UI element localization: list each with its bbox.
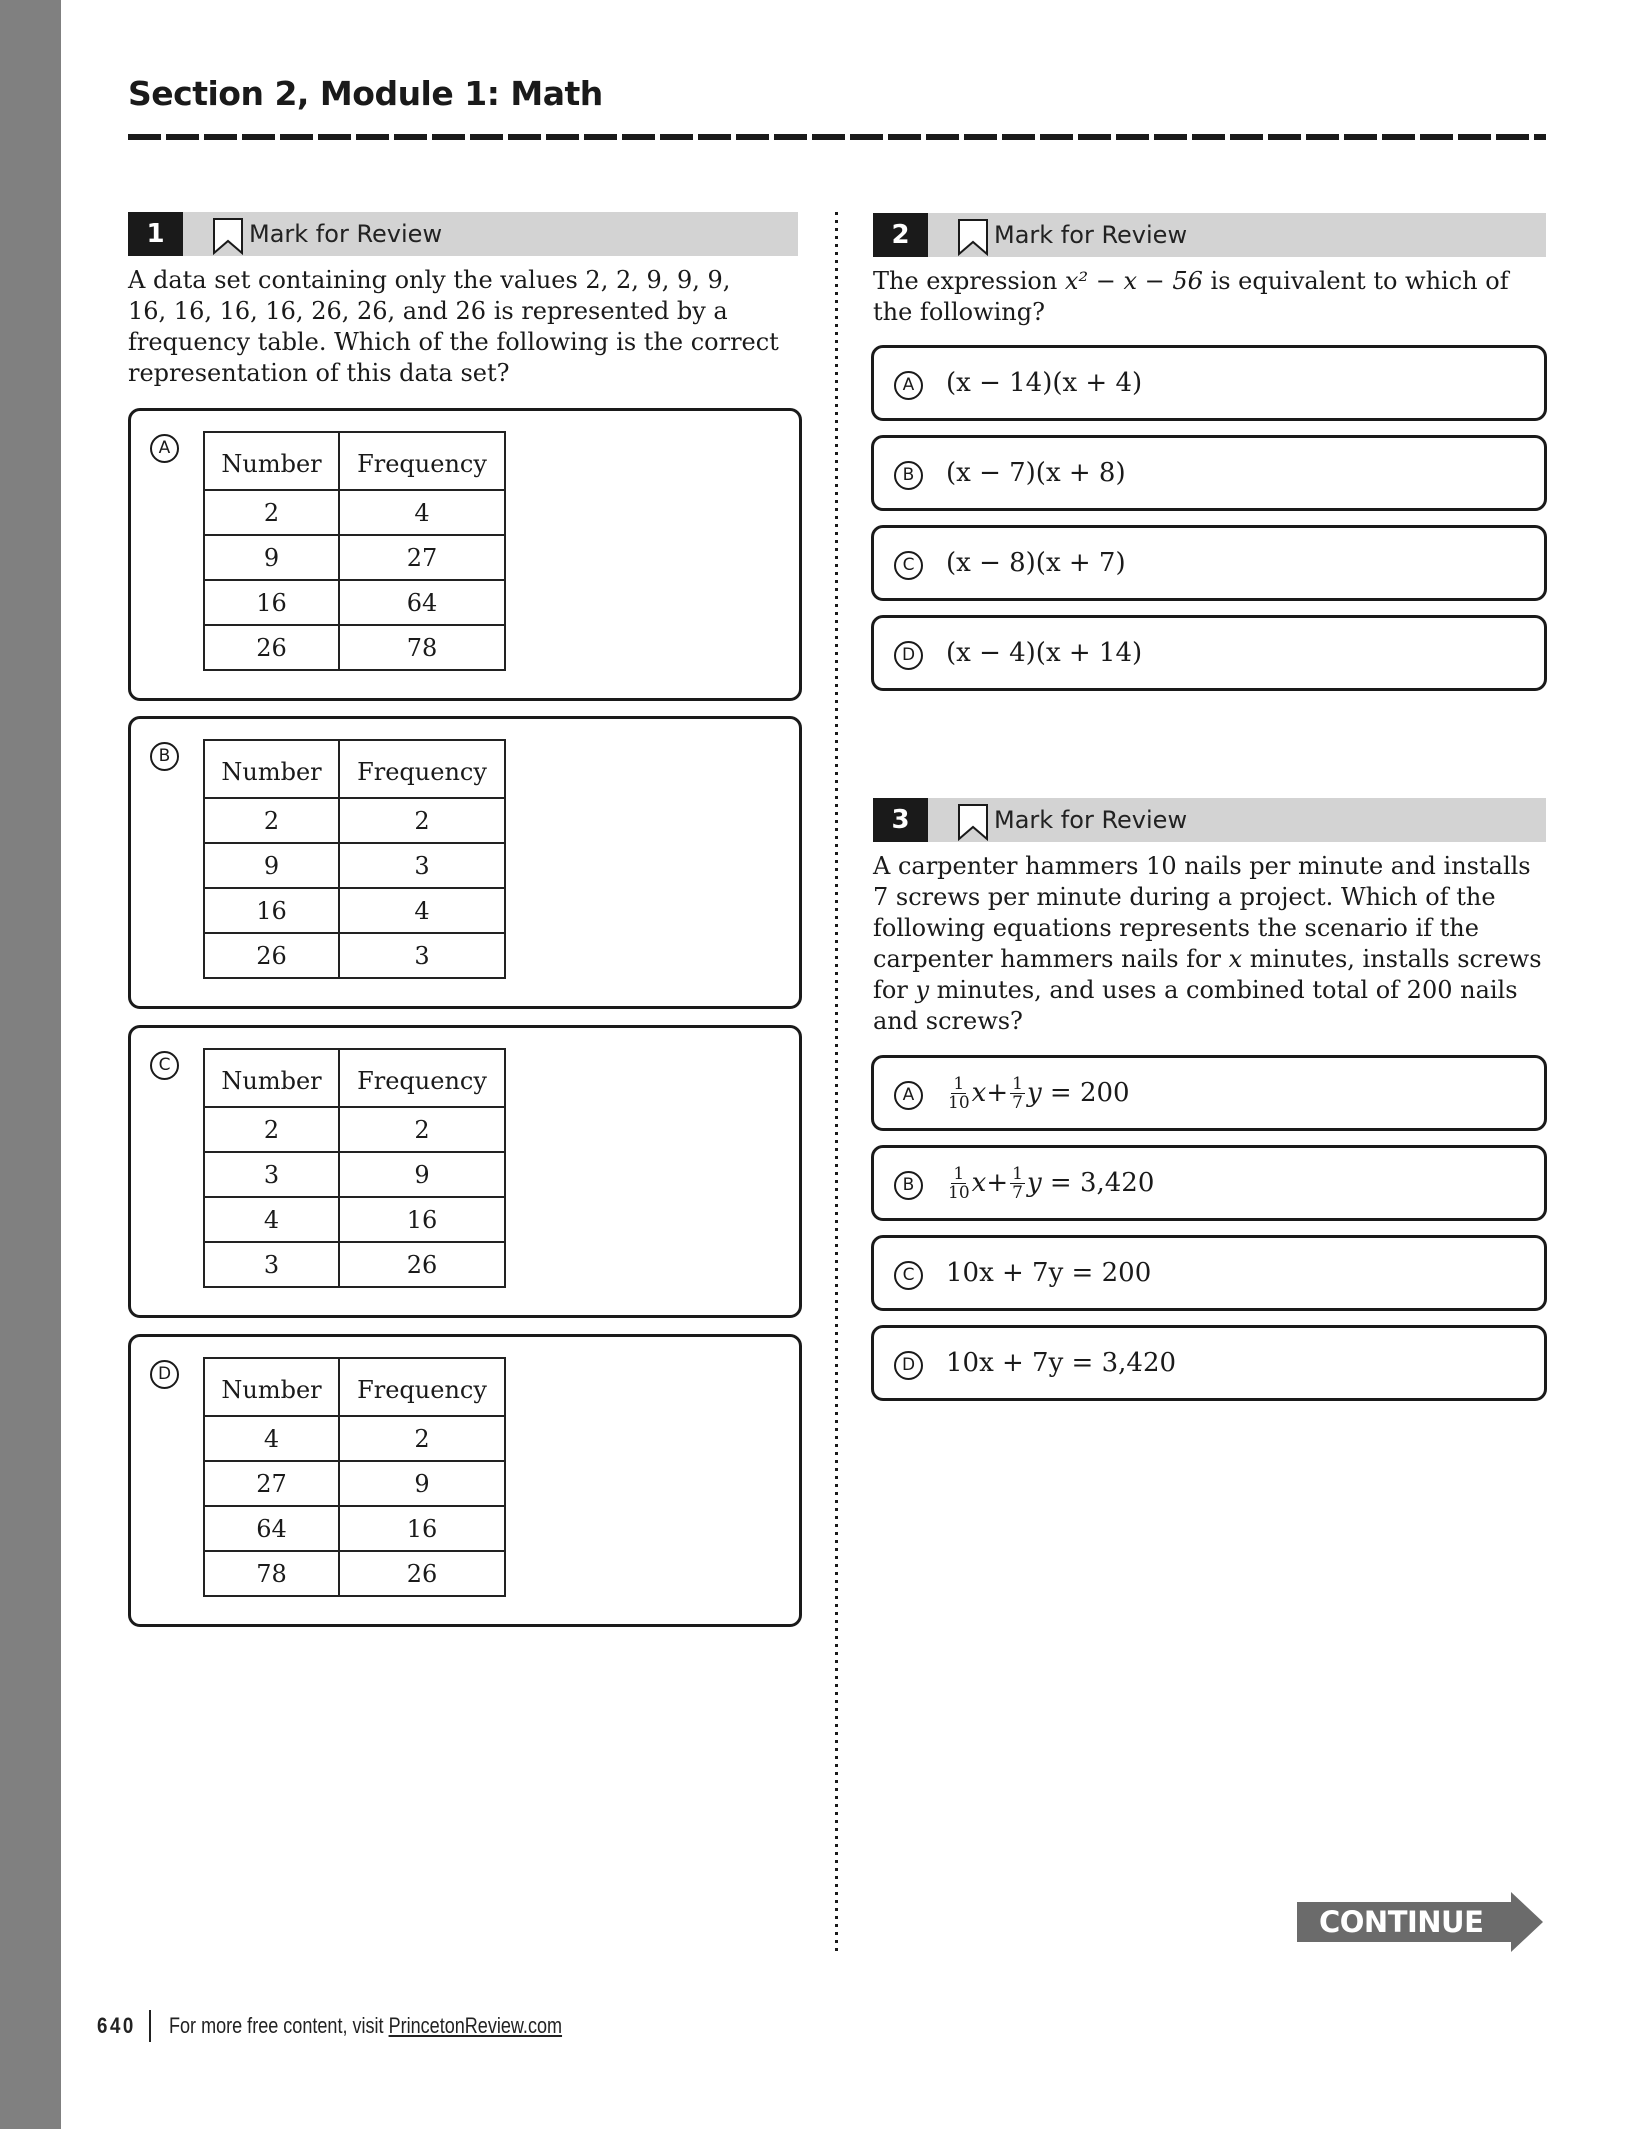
frequency-table (203, 431, 506, 671)
title-dashed-rule (128, 134, 1546, 140)
choice-letter-d: D (150, 1360, 179, 1389)
question-2-header (873, 213, 1546, 257)
table-header-frequency: Frequency (339, 1358, 505, 1416)
section-title: Section 2, Module 1: Math (128, 74, 603, 113)
answer-choice-b[interactable] (871, 1145, 1547, 1221)
answer-choice-d[interactable] (871, 615, 1547, 691)
table-row: 78 26 (204, 1551, 505, 1596)
page-footer (97, 2010, 648, 2042)
choice-letter-a: A (894, 1081, 923, 1110)
choice-expression: 10x + 7y = 3,420 (946, 1348, 1177, 1378)
footer-separator (149, 2010, 151, 2042)
choice-letter-c: C (150, 1051, 179, 1080)
mark-for-review-label[interactable]: Mark for Review (994, 221, 1188, 249)
question-1-header (128, 212, 798, 256)
table-row: 2 4 (204, 490, 505, 535)
prompt-expression: x² − x − 56 (1064, 267, 1203, 295)
table-header-number: Number (204, 1049, 339, 1107)
bookmark-icon[interactable] (957, 218, 989, 256)
question-number: 3 (873, 798, 928, 842)
choice-letter-a: A (894, 371, 923, 400)
prompt-line: A carpenter hammers 10 nails per minute and installs (873, 852, 1531, 880)
table-row: 2 2 (204, 1107, 505, 1152)
question-2-prompt: The expression x² − x − 56 is equivalent to which of the following? (873, 267, 1509, 326)
frequency-table (203, 1048, 506, 1288)
footer-text: For more free content, visit PrincetonReview.com (168, 2013, 562, 2038)
choice-letter-c: C (894, 1261, 923, 1290)
choice-letter-b: B (150, 742, 179, 771)
fraction: $\frac{1}{7}$ (1012, 1073, 1023, 1113)
table-row: 2 2 (204, 798, 505, 843)
continue-label: CONTINUE (1319, 1905, 1484, 1939)
table-row: 4 16 (204, 1197, 505, 1242)
princeton-review-link[interactable]: PrincetonReview.com (388, 2013, 562, 2038)
answer-choice-b[interactable] (128, 716, 802, 1009)
choice-letter-b: B (894, 461, 923, 490)
table-row: 3 9 (204, 1152, 505, 1197)
choice-letter-d: D (894, 641, 923, 670)
question-number: 2 (873, 213, 928, 257)
table-header-number: Number (204, 740, 339, 798)
prompt-line: frequency table. Which of the following is the correct (128, 328, 779, 356)
answer-choice-a[interactable] (871, 345, 1547, 421)
answer-choice-d[interactable] (128, 1334, 802, 1627)
choice-expression: (x − 7)(x + 8) (946, 458, 1126, 488)
prompt-line: following equations represents the scenario if the (873, 914, 1479, 942)
table-row: 27 9 (204, 1461, 505, 1506)
table-row: 16 64 (204, 580, 505, 625)
table-row: 4 2 (204, 1416, 505, 1461)
table-row: 9 3 (204, 843, 505, 888)
continue-button[interactable] (1297, 1892, 1543, 1952)
prompt-line: and screws? (873, 1007, 1023, 1035)
answer-choice-a[interactable] (871, 1055, 1547, 1131)
choice-letter-a: A (150, 434, 179, 463)
choice-letter-d: D (894, 1351, 923, 1380)
choice-letter-c: C (894, 551, 923, 580)
answer-choice-d[interactable] (871, 1325, 1547, 1401)
table-row: 26 78 (204, 625, 505, 670)
prompt-line: carpenter hammers nails for x minutes, installs screws (873, 945, 1542, 973)
frequency-table (203, 739, 506, 979)
mark-for-review-label[interactable]: Mark for Review (994, 806, 1188, 834)
question-3-prompt (873, 851, 1563, 1037)
answer-choice-b[interactable] (871, 435, 1547, 511)
prompt-line: for y minutes, and uses a combined total of 200 nails (873, 976, 1518, 1004)
table-row: 9 27 (204, 535, 505, 580)
choice-expression: (x − 14)(x + 4) (946, 368, 1143, 398)
frequency-table (203, 1357, 506, 1597)
question-number: 1 (128, 212, 183, 256)
choice-letter-b: B (894, 1171, 923, 1200)
choice-expression: $\frac{1}{10}$ x + $\frac{1}{7}$ y = 3,420 (948, 1163, 1155, 1203)
table-header-number: Number (204, 1358, 339, 1416)
fraction: $\frac{1}{7}$ (1012, 1163, 1023, 1203)
question-3-header (873, 798, 1546, 842)
table-row: 3 26 (204, 1242, 505, 1287)
prompt-line: 16, 16, 16, 16, 26, 26, and 26 is represented by a (128, 297, 728, 325)
choice-expression: 10x + 7y = 200 (946, 1258, 1152, 1288)
table-header-frequency: Frequency (339, 432, 505, 490)
table-row: 64 16 (204, 1506, 505, 1551)
answer-choice-c[interactable] (871, 1235, 1547, 1311)
table-row: 26 3 (204, 933, 505, 978)
mark-for-review-label[interactable]: Mark for Review (249, 220, 443, 248)
page-number: 640 (97, 2013, 136, 2038)
choice-expression: $\frac{1}{10}$ x + $\frac{1}{7}$ y = 200 (948, 1073, 1130, 1113)
answer-choice-a[interactable] (128, 408, 802, 701)
prompt-line: representation of this data set? (128, 359, 510, 387)
answer-choice-c[interactable] (128, 1025, 802, 1318)
table-row: 16 4 (204, 888, 505, 933)
bookmark-icon[interactable] (212, 217, 244, 255)
column-divider (835, 212, 838, 1952)
choice-expression: (x − 8)(x + 7) (946, 548, 1126, 578)
fraction: $\frac{1}{10}$ (948, 1163, 970, 1203)
page-edge-bar (0, 0, 61, 2129)
prompt-line: A data set containing only the values 2, 2, 9, 9, 9, (128, 266, 731, 294)
answer-choice-c[interactable] (871, 525, 1547, 601)
table-header-frequency: Frequency (339, 1049, 505, 1107)
choice-expression: (x − 4)(x + 14) (946, 638, 1143, 668)
table-header-number: Number (204, 432, 339, 490)
fraction: $\frac{1}{10}$ (948, 1073, 970, 1113)
table-header-frequency: Frequency (339, 740, 505, 798)
prompt-line: 7 screws per minute during a project. Which of the (873, 883, 1496, 911)
bookmark-icon[interactable] (957, 803, 989, 841)
question-1-prompt (128, 265, 808, 389)
